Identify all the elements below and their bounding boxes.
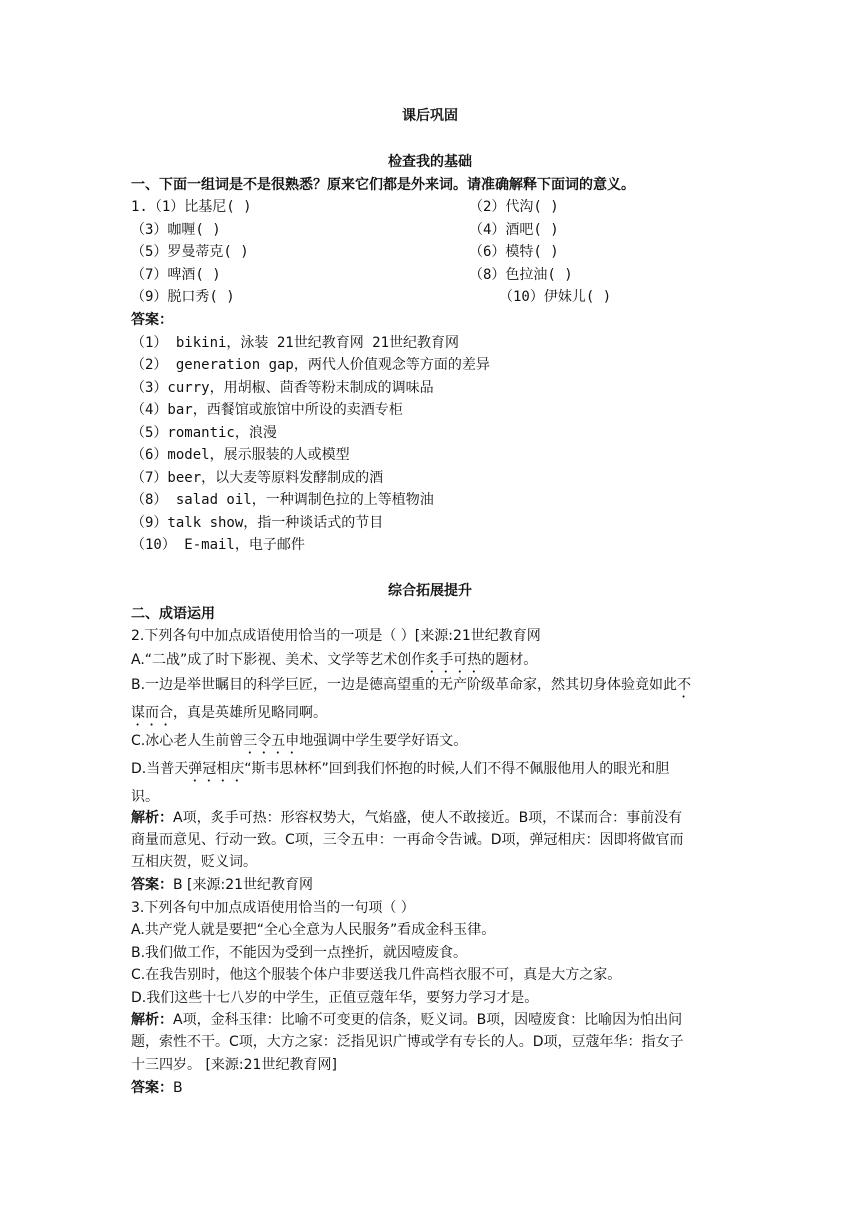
vocab-item: （2）代沟( )	[469, 199, 559, 215]
vocab-item: （10）伊妹儿( )	[499, 289, 612, 305]
answer-line: （1） bikini，泳装 21世纪教育网 21世纪教育网	[131, 335, 460, 351]
section-heading-basics: 检查我的基础	[388, 154, 472, 170]
q2-option-a: A.“二战”成了时下影视、美术、文学等艺术创作炙手可热的题材。	[131, 652, 538, 668]
q2-option-b-cont: 谋而合，真是英雄所见略同啊。	[131, 705, 327, 721]
answer-line: （6）model，展示服装的人或模型	[131, 447, 350, 463]
page-title: 课后巩固	[402, 108, 458, 124]
q2-option-d: D.当普天弹冠相庆“斯韦思林杯”回到我们怀抱的时候,人们不得不佩服他用人的眼光和胆	[131, 761, 670, 777]
q3-analysis-line: 题，索性不干。C项，大方之家：泛指见识广博或学有专长的人。D项，豆蔻年华：指女子	[131, 1034, 684, 1050]
q3-stem: 3.下列各句中加点成语使用恰当的一句项（ ）	[131, 900, 415, 916]
answer-line: （2） generation gap，两代人价值观念等方面的差异	[131, 357, 490, 373]
answer-label: 答案：	[131, 312, 173, 328]
dotted-idiom: 炙手可热	[425, 652, 482, 668]
q3-option: C.在我告别时，他这个服装个体户非要送我几件高档衣服不可，真是大方之家。	[131, 967, 622, 983]
answer-line: （4）bar，西餐馆或旅馆中所设的卖酒专柜	[131, 402, 403, 418]
vocab-item: 1.（1）比基尼( )	[131, 199, 252, 215]
section2-heading: 二、成语运用	[131, 606, 215, 622]
answer-line: （3）curry，用胡椒、茴香等粉末制成的调味品	[131, 380, 434, 396]
vocab-item: （9）脱口秀( )	[131, 289, 235, 305]
q3-analysis: 解析：A项，金科玉律：比喻不可变更的信条，贬义词。B项，因噎废食：比喻因为怕出问	[131, 1012, 683, 1028]
dotted-idiom: 三令五申	[243, 733, 300, 749]
vocab-item: （5）罗曼蒂克( )	[131, 244, 249, 260]
answer-line: （7）beer，以大麦等原料发酵制成的酒	[131, 470, 384, 486]
section-heading-extension: 综合拓展提升	[388, 583, 472, 599]
answer-line: （10） E-mail，电子邮件	[131, 537, 305, 553]
q3-answer: 答案：B	[131, 1080, 183, 1096]
answer-line: （5）romantic，浪漫	[131, 425, 277, 441]
q3-option: A.共产党人就是要把“全心全意为人民服务”看成金科玉律。	[131, 922, 496, 938]
q3-option: D.我们这些十七八岁的中学生，正值豆蔻年华，要努力学习才是。	[131, 990, 539, 1006]
vocab-item: （7）啤酒( )	[131, 267, 221, 283]
vocab-item: （3）咖喱( )	[131, 222, 221, 238]
answer-line: （9）talk show，指一种谈话式的节目	[131, 515, 384, 531]
q2-stem: 2.下列各句中加点成语使用恰当的一项是（ ）[来源:21世纪教育网	[131, 628, 541, 644]
dotted-idiom: 谋而合	[131, 705, 173, 721]
vocab-item: （6）模特( )	[469, 244, 559, 260]
vocab-item: （4）酒吧( )	[469, 222, 559, 238]
q2-analysis: 解析：A项，炙手可热：形容权势大，气焰盛，使人不敢接近。B项，不谋而合：事前没有	[131, 810, 683, 826]
dotted-idiom: 弹冠相庆	[188, 761, 245, 777]
vocab-item: （8）色拉油( )	[469, 267, 573, 283]
q3-option: B.我们做工作，不能因为受到一点挫折，就因噎废食。	[131, 945, 468, 961]
answer-line: （8） salad oil，一种调制色拉的上等植物油	[131, 492, 434, 508]
q1-heading: 一、下面一组词是不是很熟悉？原来它们都是外来词。请准确解释下面词的意义。	[131, 177, 635, 193]
dotted-idiom: 不	[677, 677, 692, 693]
q2-option-c: C.冰心老人生前曾三令五申地强调中学生要学好语文。	[131, 733, 468, 749]
q3-analysis-line: 十三四岁。 [来源:21世纪教育网]	[131, 1057, 337, 1073]
q2-answer: 答案：B [来源:21世纪教育网	[131, 877, 314, 893]
q2-analysis-line: 互相庆贺，贬义词。	[131, 854, 257, 870]
q2-option-b: B.一边是举世瞩目的科学巨匠，一边是德高望重的无产阶级革命家，然其切身体验竟如此不	[131, 677, 692, 693]
q2-analysis-line: 商量而意见、行动一致。C项，三令五申：一再命令告诫。D项，弹冠相庆：因即将做官而	[131, 832, 684, 848]
q2-option-d-cont: 识。	[131, 789, 159, 805]
